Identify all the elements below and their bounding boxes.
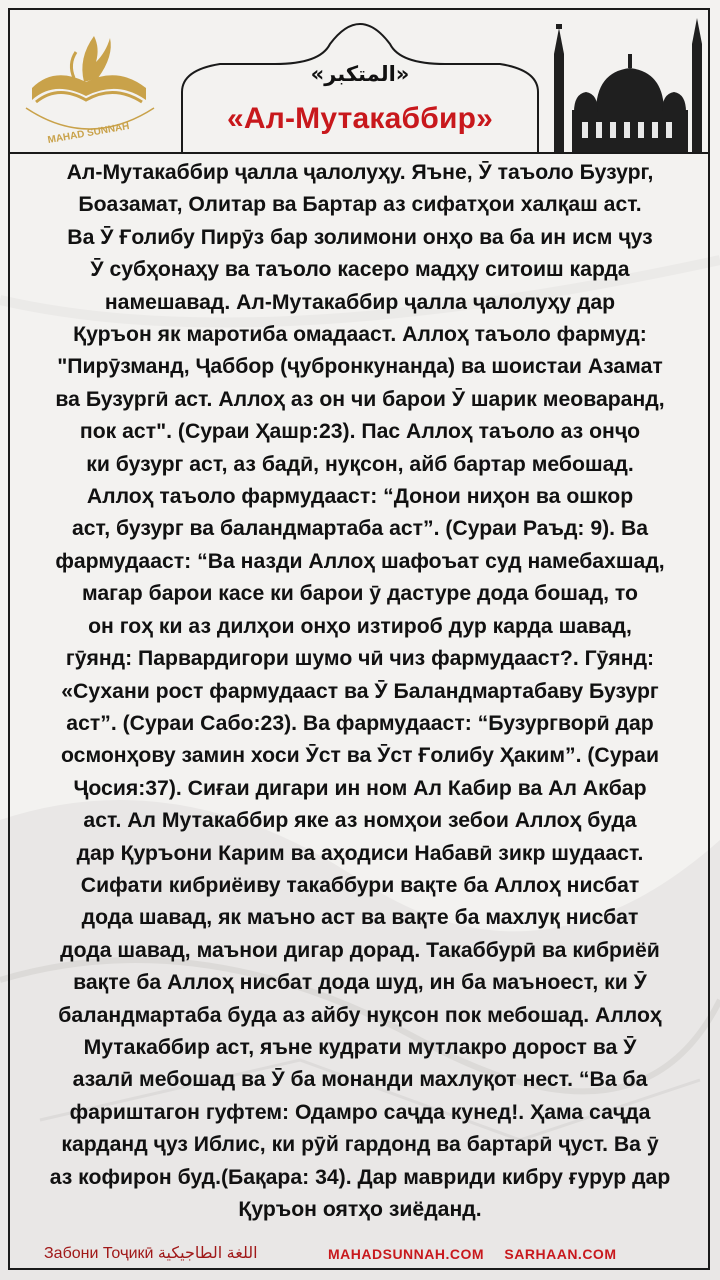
body-line: Ал-Мутакаббир ҷалла ҷалолуҳу. Яъне, Ӯ таъоло Бузург, (66, 161, 654, 184)
body-line: дода шавад, маънои дигар дорад. Такаббурӣ ва кибриёӣ (60, 938, 660, 962)
footer-site-links: MAHADSUNNAH.COM SARHAAN.COM (328, 1246, 617, 1262)
body-line: Ва Ӯ Ғолибу Пирӯз бар золимони онҳо ва ба ин исм ҷуз (67, 225, 653, 249)
mahad-sunnah-logo (14, 18, 164, 148)
svg-text:MAHAD SUNNAH: MAHAD SUNNAH (46, 120, 131, 147)
article-body (16, 157, 704, 1226)
body-line: гӯянд: Парвардигори шумо чӣ чиз фармудааст?. Гӯянд: (65, 647, 655, 671)
body-line: фариштагон гуфтем: Одамро саҷда кунед!. Ҳама саҷда (69, 1100, 651, 1124)
body-line: ки бузург аст, аз бадӣ, нуқсон, айб бартар мебошад. (86, 452, 634, 476)
body-line: аст. Ал Мутакаббир яке аз номҳои зебои Аллоҳ буда (83, 809, 637, 833)
body-line: "Пирӯзманд, Ҷаббор (ҷубронкунанда) ва шоистаи Азамат (57, 355, 663, 379)
body-line: дода шавад, як маъно аст ва вақте ба махлуқ нисбат (81, 906, 639, 930)
body-line: Сифати кибриёиву такаббури вақте ба Аллоҳ нисбат (80, 873, 640, 897)
body-line: пок аст". (Сураи Ҳашр:23). Пас Аллоҳ таъоло аз онҷо (79, 420, 641, 444)
body-line: он гоҳ ки аз дилҳои онҳо изтироб дур карда шавад, (88, 614, 632, 638)
body-line: осмонҳову замин хоси Ӯст ва Ӯст Ғолибу Ҳаким”. (Сураи (61, 744, 659, 768)
body-line: аст”. (Сураи Сабо:23). Ва фармудааст: “Бузургворӣ дар (66, 711, 654, 735)
body-line: Ҷосия:37). Сиғаи дигари ин ном Ал Кабир ва Ал Акбар (73, 776, 647, 800)
body-line: Қуръон як маротиба омадааст. Аллоҳ таъоло фармуд: (73, 323, 647, 347)
body-line: вақте ба Аллоҳ нисбат дода шуд, ин ба маъноест, ки Ӯ (73, 971, 647, 995)
body-line: «Сухани рост фармудааст ва Ӯ Баландмартабаву Бузург (61, 679, 659, 703)
header (0, 0, 720, 160)
body-line: аз кофирон буд.(Бақара: 34). Дар мавриди кибру ғурур дар (49, 1165, 671, 1189)
body-line: Мутакаббир аст, яъне кудрати мутлакро дорост ва Ӯ (83, 1035, 637, 1059)
body-line: азалӣ мебошад ва Ӯ ба монанди махлуқот нест. “Ва ба (72, 1068, 648, 1092)
body-line: баландмартаба буда аз айбу нуқсон пок мебошад. Аллоҳ (58, 1003, 662, 1027)
body-line: дар Қуръони Карим ва аҳодиси Набавӣ зикр шудааст. (76, 841, 644, 865)
body-line: Боазамат, Олитар ва Бартар аз сифатҳои халқаш аст. (78, 193, 642, 217)
body-line: аст, бузург ва баландмартаба аст”. (Сураи Раъд: 9). Ва (71, 517, 649, 541)
page-title: «Ал-Мутакаббир» (226, 102, 494, 135)
body-line: Аллоҳ таъоло фармудааст: “Донои ниҳон ва ошкор (86, 485, 634, 509)
header-divider (8, 152, 710, 154)
body-line: ва Бузургӣ аст. Аллоҳ аз он чи барои Ӯ шарик меоваранд, (55, 387, 665, 411)
title-arabic: «المتكبر» (310, 62, 410, 86)
body-line: фармудааст: “Ва назди Аллоҳ шафоъат суд намебахшад, (55, 549, 665, 573)
footer-language-label: Забони Тоҷикӣ اللغة الطاجيكية (44, 1245, 258, 1262)
body-line: Қуръон оятҳо зиёданд. (238, 1198, 482, 1221)
body-line: магар барои касе ки барои ӯ дастуре дода бошад, то (82, 582, 638, 606)
body-line: намешавад. Ал-Мутакаббир ҷалла ҷалолуҳу дар (104, 290, 616, 314)
body-line: карданд ҷуз Иблис, ки рӯй гардонд ва бартарӣ ҷуст. Ва ӯ (61, 1133, 659, 1157)
mosque-silhouette-icon (548, 14, 708, 154)
body-line: Ӯ субҳонаҳу ва таъоло касеро мадҳу ситоиш карда (90, 258, 630, 282)
